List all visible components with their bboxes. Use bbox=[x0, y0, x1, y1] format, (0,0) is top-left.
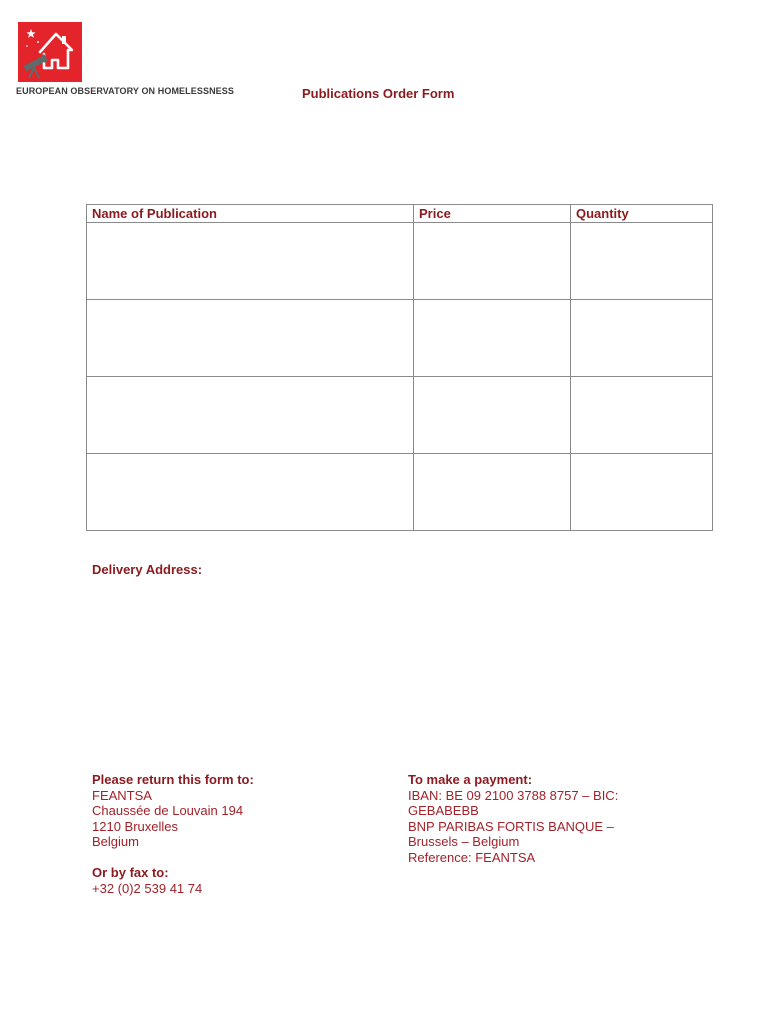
fax-number: +32 (0)2 539 41 74 bbox=[92, 880, 203, 896]
table-row bbox=[87, 300, 713, 377]
fax-block bbox=[92, 865, 202, 896]
table-row bbox=[87, 377, 713, 454]
quantity-cell[interactable] bbox=[571, 223, 713, 300]
return-line: 1210 Bruxelles bbox=[92, 818, 178, 834]
quantity-cell[interactable] bbox=[571, 377, 713, 454]
column-header-quantity: Quantity bbox=[571, 205, 713, 223]
table-header-row bbox=[87, 205, 713, 223]
payment-block bbox=[408, 772, 618, 865]
quantity-cell[interactable] bbox=[571, 454, 713, 531]
payment-line: Brussels – Belgium bbox=[408, 834, 520, 849]
payment-line: BNP PARIBAS FORTIS BANQUE – bbox=[408, 818, 614, 834]
quantity-cell[interactable] bbox=[571, 300, 713, 377]
publication-name-cell[interactable] bbox=[87, 377, 414, 454]
payment-line: Reference: FEANTSA bbox=[408, 849, 536, 865]
payment-heading: To make a payment: bbox=[408, 772, 533, 787]
column-header-name: Name of Publication bbox=[87, 205, 414, 223]
payment-line: IBAN: BE 09 2100 3788 8757 – BIC: bbox=[408, 787, 619, 803]
return-address-block bbox=[92, 772, 254, 850]
logo bbox=[18, 22, 82, 82]
house-telescope-logo-icon bbox=[18, 22, 82, 82]
price-cell[interactable] bbox=[414, 377, 571, 454]
return-line: Belgium bbox=[92, 834, 139, 849]
fax-heading: Or by fax to: bbox=[92, 865, 169, 880]
return-heading: Please return this form to: bbox=[92, 772, 254, 787]
delivery-address-label: Delivery Address: bbox=[92, 562, 203, 577]
page-title: Publications Order Form bbox=[302, 86, 455, 101]
table-row bbox=[87, 223, 713, 300]
price-cell[interactable] bbox=[414, 223, 571, 300]
column-header-price: Price bbox=[414, 205, 571, 223]
publication-name-cell[interactable] bbox=[87, 454, 414, 531]
return-line: Chaussée de Louvain 194 bbox=[92, 803, 244, 818]
price-cell[interactable] bbox=[414, 454, 571, 531]
payment-line: GEBABEBB bbox=[408, 803, 479, 818]
order-table bbox=[86, 204, 713, 531]
table-row bbox=[87, 454, 713, 531]
return-line: FEANTSA bbox=[92, 787, 152, 803]
publication-name-cell[interactable] bbox=[87, 300, 414, 377]
publication-name-cell[interactable] bbox=[87, 223, 414, 300]
price-cell[interactable] bbox=[414, 300, 571, 377]
org-name: EUROPEAN OBSERVATORY ON HOMELESSNESS bbox=[16, 86, 234, 96]
